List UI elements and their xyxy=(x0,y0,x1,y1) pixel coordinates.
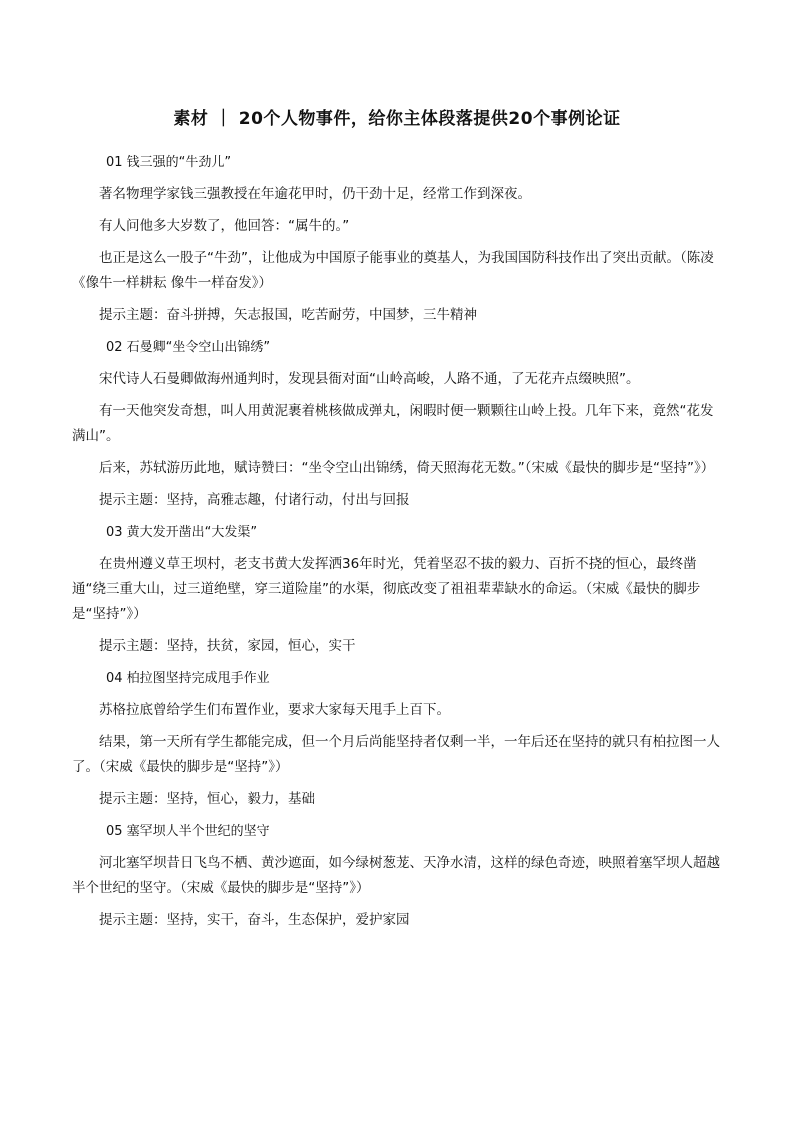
paragraph: 也正是这么一股子“牛劲”，让他成为中国原子能事业的奠基人，为我国国防科技作出了突出贡献。（陈凌《像牛一样耕耘 像牛一样奋发》） xyxy=(72,250,714,291)
theme-tip: 提示主题：奋斗拼搏，矢志报国，吃苦耐劳，中国梦，三牛精神 xyxy=(99,307,477,323)
paragraph: 苏格拉底曾给学生们布置作业，要求大家每天甩手上百下。 xyxy=(99,702,450,718)
section-heading: 01 钱三强的“牛劲儿” xyxy=(106,155,232,170)
theme-tip: 提示主题：坚持，扶贫，家园，恒心，实干 xyxy=(99,638,356,654)
theme-tip: 提示主题：坚持，恒心，毅力，基础 xyxy=(99,791,315,807)
section-heading: 02 石曼卿“坐令空山出锦绣” xyxy=(106,340,271,355)
paragraph: 河北塞罕坝昔日飞鸟不栖、黄沙遮面，如今绿树葱茏、天净水清，这样的绿色奇迹，映照着塞罕坝人超越半个世纪的坚守。（宋威《最快的脚步是“坚持”》） xyxy=(72,855,720,896)
theme-tip: 提示主题：坚持，实干，奋斗，生态保护，爱护家园 xyxy=(99,912,410,928)
paragraph: 宋代诗人石曼卿做海州通判时，发现县衙对面“山岭高峻，人路不通，了无花卉点缀映照”。 xyxy=(99,371,640,387)
section-heading: 03 黄大发开凿出“大发渠” xyxy=(106,525,258,540)
paragraph: 著名物理学家钱三强教授在年逾花甲时，仍干劲十足，经常工作到深夜。 xyxy=(99,186,531,202)
section-heading: 04 柏拉图坚持完成甩手作业 xyxy=(106,671,270,686)
paragraph: 有人问他多大岁数了，他回答：“属牛的。” xyxy=(99,218,350,234)
paragraph: 有一天他突发奇想，叫人用黄泥裹着桃核做成弹丸，闲暇时便一颗颗往山岭上投。几年下来，竟然“花发满山”。 xyxy=(72,403,714,444)
theme-tip: 提示主题：坚持，高雅志趣，付诸行动，付出与回报 xyxy=(99,492,410,508)
paragraph: 在贵州遵义草王坝村，老支书黄大发挥洒36年时光，凭着坚忍不拔的毅力、百折不挠的恒心，最终凿通“绕三重大山，过三道绝壁，穿三道险崖”的水渠，彻底改变了祖祖辈辈缺水的命运。（宋威《最快的脚步是“坚持”》） xyxy=(72,556,701,622)
section-heading: 05 塞罕坝人半个世纪的坚守 xyxy=(106,824,270,839)
paragraph: 后来，苏轼游历此地，赋诗赞曰：“坐令空山出锦绣，倚天照海花无数。”（宋威《最快的脚步是“坚持”》） xyxy=(99,460,715,476)
article-body xyxy=(72,150,724,940)
paragraph: 结果，第一天所有学生都能完成，但一个月后尚能坚持者仅剩一半，一年后还在坚持的就只有柏拉图一人了。（宋威《最快的脚步是“坚持”》） xyxy=(72,734,720,775)
page-title: 素材 ｜ 20个人物事件，给你主体段落提供20个事例论证 xyxy=(173,109,621,129)
